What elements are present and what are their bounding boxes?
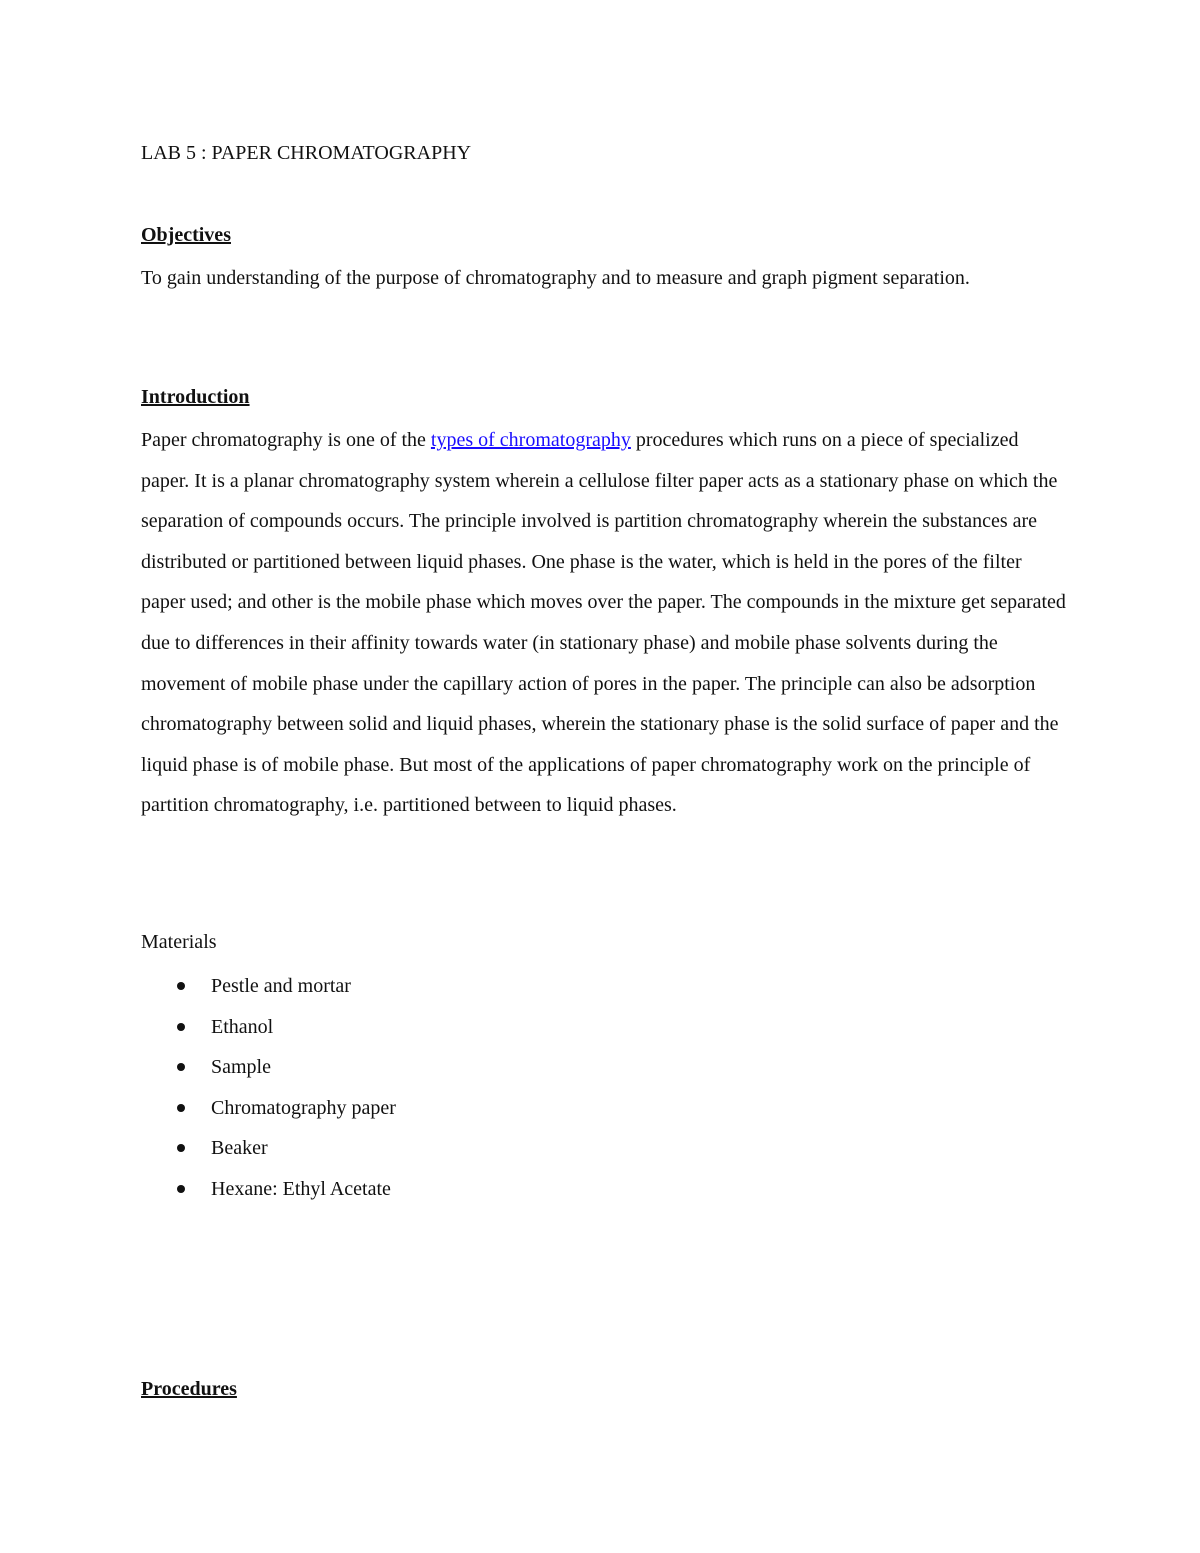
procedures-heading: Procedures: [141, 1378, 237, 1400]
list-item: [141, 1007, 396, 1048]
list-item: [141, 1088, 396, 1129]
bullet-icon: [177, 1144, 185, 1152]
material-label: Hexane: Ethyl Acetate: [211, 1177, 391, 1200]
bullet-icon: [177, 1063, 185, 1071]
document-title: LAB 5 : PAPER CHROMATOGRAPHY: [141, 142, 472, 164]
material-label: Sample: [211, 1056, 271, 1079]
bullet-icon: [177, 1104, 185, 1112]
list-item: [141, 1128, 396, 1169]
introduction-text-start: Paper chromatography is one of the: [141, 429, 431, 451]
bullet-icon: [177, 982, 185, 990]
types-of-chromatography-link[interactable]: types of chromatography: [430, 429, 631, 451]
materials-heading: Materials: [141, 931, 217, 953]
material-label: Beaker: [211, 1137, 268, 1160]
list-item: [141, 1047, 396, 1088]
list-item: [141, 966, 396, 1007]
objectives-text: To gain understanding of the purpose of chromatography and to measure and graph pigment separation.: [141, 267, 970, 289]
material-label: Ethanol: [211, 1015, 274, 1038]
bullet-icon: [177, 1023, 185, 1031]
introduction-heading: Introduction: [141, 386, 250, 408]
list-item: [141, 1169, 396, 1210]
material-label: Pestle and mortar: [211, 975, 351, 997]
introduction-text-rest: procedures which runs on a piece of specialized paper. It is a planar chromatography system wherein a cellulose filter paper acts as a stationary phase on which the separation of compounds occurs. The principle involved is partition chromatography wherein the substances are distributed or partitioned between liquid phases. One phase is the water, which is held in the pores of the filter paper used; and other is the mobile phase which moves over the paper. The compounds in the mixture get separated due to differences in their affinity towards water (in stationary phase) and mobile phase solvents during the movement of mobile phase under the capillary action of pores in the paper. The principle can also be adsorption chromatography between solid and liquid phases, wherein the stationary phase is the solid surface of paper and the liquid phase is of mobile phase. But most of the applications of paper chromatography work on the principle of partition chromatography, i.e. partitioned between to liquid phases.: [141, 429, 1066, 817]
material-label: Chromatography paper: [211, 1096, 396, 1119]
bullet-icon: [177, 1185, 185, 1193]
introduction-text: [141, 420, 1066, 826]
objectives-heading: Objectives: [141, 224, 231, 246]
materials-list: [141, 966, 396, 1210]
